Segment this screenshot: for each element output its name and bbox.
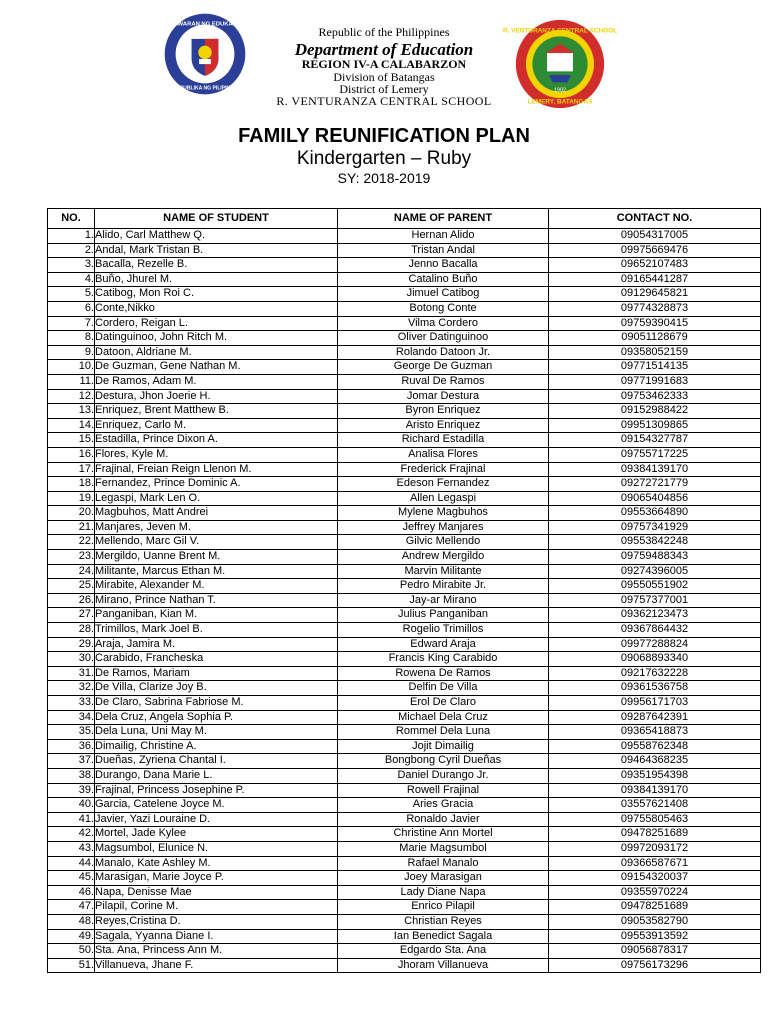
contact-number: 09972093172 (549, 841, 761, 856)
republic-text: Republic of the Philippines (318, 25, 450, 39)
student-name: Bacalla, Rezelle B. (95, 258, 338, 273)
student-name: Mergildo, Uanne Brent M. (95, 550, 338, 565)
table-row (48, 593, 761, 608)
table-row (48, 579, 761, 594)
parent-name: Daniel Durango Jr. (338, 768, 549, 783)
contact-number: 09351954398 (549, 768, 761, 783)
student-name: Magsumbol, Elunice N. (95, 841, 338, 856)
contact-number: 09361536758 (549, 681, 761, 696)
school-year: SY: 2018-2019 (337, 170, 431, 186)
table-row (48, 900, 761, 915)
header-contact-no: CONTACT NO. (549, 209, 761, 229)
table-row (48, 652, 761, 667)
contact-number: 09757341929 (549, 520, 761, 535)
table-row (48, 944, 761, 959)
table-row (48, 783, 761, 798)
parent-name: Christian Reyes (338, 914, 549, 929)
table-row (48, 871, 761, 886)
parent-name: Analisa Flores (338, 447, 549, 462)
table-row (48, 258, 761, 273)
table-row (48, 754, 761, 769)
parent-name: Rowell Frajinal (338, 783, 549, 798)
row-number: 51. (48, 958, 95, 973)
row-number: 43. (48, 841, 95, 856)
row-number: 28. (48, 623, 95, 638)
table-row (48, 739, 761, 754)
row-number: 31. (48, 666, 95, 681)
parent-name: Rolando Datoon Jr. (338, 345, 549, 360)
row-number: 10. (48, 360, 95, 375)
parent-name: Joey Marasigan (338, 871, 549, 886)
row-number: 13. (48, 404, 95, 419)
parent-name: Oliver Datinguinoo (338, 331, 549, 346)
parent-name: Lady Diane Napa (338, 885, 549, 900)
student-name: Enriquez, Brent Matthew B. (95, 404, 338, 419)
row-number: 5. (48, 287, 95, 302)
row-number: 47. (48, 900, 95, 915)
svg-text:LEMERY, BATANGAS: LEMERY, BATANGAS (527, 98, 593, 106)
student-name: Dela Luna, Uni May M. (95, 725, 338, 740)
student-name: Pilapil, Corine M. (95, 900, 338, 915)
student-name: Datinguinoo, John Ritch M. (95, 331, 338, 346)
parent-name: Enrico Pilapil (338, 900, 549, 915)
row-number: 25. (48, 579, 95, 594)
header-no: NO. (48, 209, 95, 229)
student-name: Catibog, Mon Roi C. (95, 287, 338, 302)
district-text: District of Lemery (339, 82, 429, 96)
table-row (48, 681, 761, 696)
parent-name: Jeffrey Manjares (338, 520, 549, 535)
contact-number: 09558762348 (549, 739, 761, 754)
student-name: Sta. Ana, Princess Ann M. (95, 944, 338, 959)
row-number: 12. (48, 389, 95, 404)
parent-name: Jimuel Catibog (338, 287, 549, 302)
contact-number: 09217632228 (549, 666, 761, 681)
parent-name: Edgardo Sta. Ana (338, 944, 549, 959)
parent-name: Marie Magsumbol (338, 841, 549, 856)
parent-name: Rommel Dela Luna (338, 725, 549, 740)
table-row (48, 447, 761, 462)
contact-number: 09756173296 (549, 958, 761, 973)
table-row (48, 958, 761, 973)
row-number: 18. (48, 477, 95, 492)
parent-name: Francis King Carabido (338, 652, 549, 667)
row-number: 4. (48, 272, 95, 287)
student-name: De Claro, Sabrina Fabriose M. (95, 696, 338, 711)
row-number: 42. (48, 827, 95, 842)
student-name: Manjares, Jeven M. (95, 520, 338, 535)
table-row (48, 812, 761, 827)
table-row (48, 491, 761, 506)
contact-number: 09367864432 (549, 623, 761, 638)
row-number: 50. (48, 944, 95, 959)
table-row (48, 564, 761, 579)
student-name: Alido, Carl Matthew Q. (95, 229, 338, 244)
table-row (48, 710, 761, 725)
parent-name: Ian Benedict Sagala (338, 929, 549, 944)
row-number: 33. (48, 696, 95, 711)
row-number: 29. (48, 637, 95, 652)
table-row (48, 462, 761, 477)
parent-name: Botong Conte (338, 301, 549, 316)
svg-text:KAGAWARAN NG EDUKASYON: KAGAWARAN NG EDUKASYON (160, 21, 250, 28)
student-name: Datoon, Aldriane M. (95, 345, 338, 360)
region-text: REGION IV-A CALABARZON (301, 57, 467, 71)
contact-number: 03557621408 (549, 798, 761, 813)
student-name: Militante, Marcus Ethan M. (95, 564, 338, 579)
parent-name: Aries Gracia (338, 798, 549, 813)
row-number: 34. (48, 710, 95, 725)
table-row (48, 666, 761, 681)
student-name: Legaspi, Mark Len O. (95, 491, 338, 506)
class-subtitle: Kindergarten – Ruby (296, 148, 472, 169)
student-name: Cordero, Reigan L. (95, 316, 338, 331)
parent-name: Jojit Dimailig (338, 739, 549, 754)
school-name: R. VENTURANZA CENTRAL SCHOOL (276, 94, 492, 108)
contact-number: 09165441287 (549, 272, 761, 287)
row-number: 16. (48, 447, 95, 462)
table-row (48, 301, 761, 316)
student-name: De Ramos, Mariam (95, 666, 338, 681)
student-name: Dueñ̃as, Zyriena Chantal I. (95, 754, 338, 769)
contact-number: 09975669476 (549, 243, 761, 258)
table-row (48, 418, 761, 433)
parent-name: Erol De Claro (338, 696, 549, 711)
parent-name: Edeson Fernandez (338, 477, 549, 492)
contact-number: 09774328873 (549, 301, 761, 316)
row-number: 26. (48, 593, 95, 608)
table-row (48, 331, 761, 346)
student-name: De Villa, Clarize Joy B. (95, 681, 338, 696)
row-number: 24. (48, 564, 95, 579)
row-number: 39. (48, 783, 95, 798)
student-name: Durango, Dana Marie L. (95, 768, 338, 783)
row-number: 38. (48, 768, 95, 783)
student-name: Dela Cruz, Angela Sophia P. (95, 710, 338, 725)
student-name: Garcia, Catelene Joyce M. (95, 798, 338, 813)
row-number: 30. (48, 652, 95, 667)
row-number: 11. (48, 374, 95, 389)
contact-number: 09272721779 (549, 477, 761, 492)
row-number: 23. (48, 550, 95, 565)
table-header-row (48, 209, 761, 229)
contact-number: 09154320037 (549, 871, 761, 886)
student-name: Manalo, Kate Ashley M. (95, 856, 338, 871)
parent-name: Allen Legaspi (338, 491, 549, 506)
student-name: Mortel, Jade Kylee (95, 827, 338, 842)
student-name: Conte,Nikko (95, 301, 338, 316)
contact-number: 09652107483 (549, 258, 761, 273)
student-name: Carabido, Francheska (95, 652, 338, 667)
contact-number: 09068893340 (549, 652, 761, 667)
table-row (48, 520, 761, 535)
parent-name: Marvin Militante (338, 564, 549, 579)
contact-number: 09771991683 (549, 374, 761, 389)
student-name: Reyes,Cristina D. (95, 914, 338, 929)
table-body (48, 229, 761, 973)
parent-name: Gilvic Mellendo (338, 535, 549, 550)
table-row (48, 914, 761, 929)
student-name: Buñ̃o, Jhurel M. (95, 272, 338, 287)
student-name: Sagala, Yyanna Diane I. (95, 929, 338, 944)
parent-name: Delfin De Villa (338, 681, 549, 696)
student-name: De Ramos, Adam M. (95, 374, 338, 389)
student-name: Enriquez, Carlo M. (95, 418, 338, 433)
student-name: Mellendo, Marc Gil V. (95, 535, 338, 550)
student-name: Dimailig, Christine A. (95, 739, 338, 754)
header-student-name: NAME OF STUDENT (95, 209, 338, 229)
row-number: 8. (48, 331, 95, 346)
svg-text:REPUBLIKA NG PILIPINAS: REPUBLIKA NG PILIPINAS (172, 85, 238, 92)
row-number: 15. (48, 433, 95, 448)
parent-name: Andrew Mergildo (338, 550, 549, 565)
student-name: Frajinal, Princess Josephine P. (95, 783, 338, 798)
row-number: 21. (48, 520, 95, 535)
student-name: Andal, Mark Tristan B. (95, 243, 338, 258)
parent-name: Frederick Frajinal (338, 462, 549, 477)
parent-name: Rogelio Trimillos (338, 623, 549, 638)
table-row (48, 360, 761, 375)
contact-number: 09771514135 (549, 360, 761, 375)
row-number: 14. (48, 418, 95, 433)
table-row (48, 929, 761, 944)
student-name: Villanueva, Jhane F. (95, 958, 338, 973)
parent-name: Rowena De Ramos (338, 666, 549, 681)
student-name: Mirabite, Alexander M. (95, 579, 338, 594)
contact-number: 09053582790 (549, 914, 761, 929)
contact-number: 09274396005 (549, 564, 761, 579)
row-number: 46. (48, 885, 95, 900)
parent-name: Jhoram Villanueva (338, 958, 549, 973)
contact-number: 09553664890 (549, 506, 761, 521)
table-row (48, 404, 761, 419)
row-number: 7. (48, 316, 95, 331)
table-row (48, 637, 761, 652)
row-number: 36. (48, 739, 95, 754)
contact-number: 09759488343 (549, 550, 761, 565)
table-row (48, 374, 761, 389)
table-row (48, 287, 761, 302)
row-number: 9. (48, 345, 95, 360)
parent-name: Hernan Alido (338, 229, 549, 244)
contact-number: 09362123473 (549, 608, 761, 623)
row-number: 48. (48, 914, 95, 929)
contact-number: 09287642391 (549, 710, 761, 725)
student-name: Javier, Yazi Louraine D. (95, 812, 338, 827)
row-number: 22. (48, 535, 95, 550)
table-row (48, 696, 761, 711)
parent-name: Jay-ar Mirano (338, 593, 549, 608)
student-name: Mirano, Prince Nathan T. (95, 593, 338, 608)
parent-name: Vilma Cordero (338, 316, 549, 331)
contact-number: 09478251689 (549, 827, 761, 842)
contact-number: 09757377001 (549, 593, 761, 608)
parent-name: George De Guzman (338, 360, 549, 375)
parent-name: Bongbong Cyril Dueñ̃as (338, 754, 549, 769)
table-row (48, 506, 761, 521)
table-row (48, 827, 761, 842)
row-number: 37. (48, 754, 95, 769)
table-row (48, 550, 761, 565)
contact-number: 09384139170 (549, 783, 761, 798)
parent-name: Richard Estadilla (338, 433, 549, 448)
table-row (48, 623, 761, 638)
contact-number: 09550551902 (549, 579, 761, 594)
parent-name: Ruval De Ramos (338, 374, 549, 389)
parent-name: Jomar Destura (338, 389, 549, 404)
table-row (48, 841, 761, 856)
student-name: Estadilla, Prince Dixon A. (95, 433, 338, 448)
student-name: Napa, Denisse Mae (95, 885, 338, 900)
row-number: 45. (48, 871, 95, 886)
row-number: 3. (48, 258, 95, 273)
table-row (48, 798, 761, 813)
row-number: 6. (48, 301, 95, 316)
row-number: 49. (48, 929, 95, 944)
contact-number: 09755805463 (549, 812, 761, 827)
table-row (48, 477, 761, 492)
contact-number: 09553913592 (549, 929, 761, 944)
parent-name: Aristo Enriquez (338, 418, 549, 433)
contact-number: 09553842248 (549, 535, 761, 550)
parent-name: Rafael Manalo (338, 856, 549, 871)
family-reunification-table (47, 208, 761, 973)
contact-number: 09152988422 (549, 404, 761, 419)
document-title: FAMILY REUNIFICATION PLAN (238, 125, 530, 147)
row-number: 19. (48, 491, 95, 506)
table-row (48, 885, 761, 900)
table-row (48, 316, 761, 331)
student-name: De Guzman, Gene Nathan M. (95, 360, 338, 375)
row-number: 40. (48, 798, 95, 813)
department-name: Department of Education (294, 40, 474, 59)
contact-number: 09384139170 (549, 462, 761, 477)
contact-number: 09753462333 (549, 389, 761, 404)
contact-number: 09056878317 (549, 944, 761, 959)
seal-year: 1902 (553, 87, 567, 94)
contact-number: 09358052159 (549, 345, 761, 360)
table-row (48, 725, 761, 740)
student-name: Marasigan, Marie Joyce P. (95, 871, 338, 886)
parent-name: Edward Araja (338, 637, 549, 652)
table-row (48, 433, 761, 448)
parent-name: Ronaldo Javier (338, 812, 549, 827)
table-row (48, 243, 761, 258)
row-number: 2. (48, 243, 95, 258)
student-name: Fernandez, Prince Dominic A. (95, 477, 338, 492)
parent-name: Jenno Bacalla (338, 258, 549, 273)
contact-number: 09977288824 (549, 637, 761, 652)
row-number: 44. (48, 856, 95, 871)
contact-number: 09951309865 (549, 418, 761, 433)
row-number: 35. (48, 725, 95, 740)
row-number: 27. (48, 608, 95, 623)
parent-name: Byron Enriquez (338, 404, 549, 419)
contact-number: 09355970224 (549, 885, 761, 900)
contact-number: 09366587671 (549, 856, 761, 871)
parent-name: Christine Ann Mortel (338, 827, 549, 842)
row-number: 17. (48, 462, 95, 477)
student-name: Flores, Kyle M. (95, 447, 338, 462)
table-row (48, 389, 761, 404)
table-row (48, 856, 761, 871)
contact-number: 09365418873 (549, 725, 761, 740)
row-number: 1. (48, 229, 95, 244)
student-name: Destura, Jhon Joerie H. (95, 389, 338, 404)
contact-number: 09478251689 (549, 900, 761, 915)
student-name: Trimillos, Mark Joel B. (95, 623, 338, 638)
parent-name: Tristan Andal (338, 243, 549, 258)
parent-name: Mylene Magbuhos (338, 506, 549, 521)
student-name: Panganiban, Kian M. (95, 608, 338, 623)
division-text: Division of Batangas (333, 70, 435, 84)
svg-text:R. VENTURANZA CENTRAL SCHOOL: R. VENTURANZA CENTRAL SCHOOL (502, 27, 618, 35)
contact-number: 09755717225 (549, 447, 761, 462)
parent-name: Catalino Buñ̃o (338, 272, 549, 287)
contact-number: 09054317005 (549, 229, 761, 244)
parent-name: Julius Panganiban (338, 608, 549, 623)
contact-number: 09065404856 (549, 491, 761, 506)
table-row (48, 768, 761, 783)
student-name: Frajinal, Freian Reign Llenon M. (95, 462, 338, 477)
table-row (48, 272, 761, 287)
parent-name: Pedro Mirabite Jr. (338, 579, 549, 594)
row-number: 32. (48, 681, 95, 696)
table-row (48, 535, 761, 550)
student-name: Araja, Jamira M. (95, 637, 338, 652)
student-name: Magbuhos, Matt Andrei (95, 506, 338, 521)
contact-number: 09154327787 (549, 433, 761, 448)
header-parent-name: NAME OF PARENT (338, 209, 549, 229)
contact-number: 09759390415 (549, 316, 761, 331)
contact-number: 09464368235 (549, 754, 761, 769)
contact-number: 09956171703 (549, 696, 761, 711)
row-number: 41. (48, 812, 95, 827)
row-number: 20. (48, 506, 95, 521)
table-row (48, 608, 761, 623)
table-row (48, 229, 761, 244)
contact-number: 09051128679 (549, 331, 761, 346)
table-row (48, 345, 761, 360)
parent-name: Michael Dela Cruz (338, 710, 549, 725)
contact-number: 09129645821 (549, 287, 761, 302)
